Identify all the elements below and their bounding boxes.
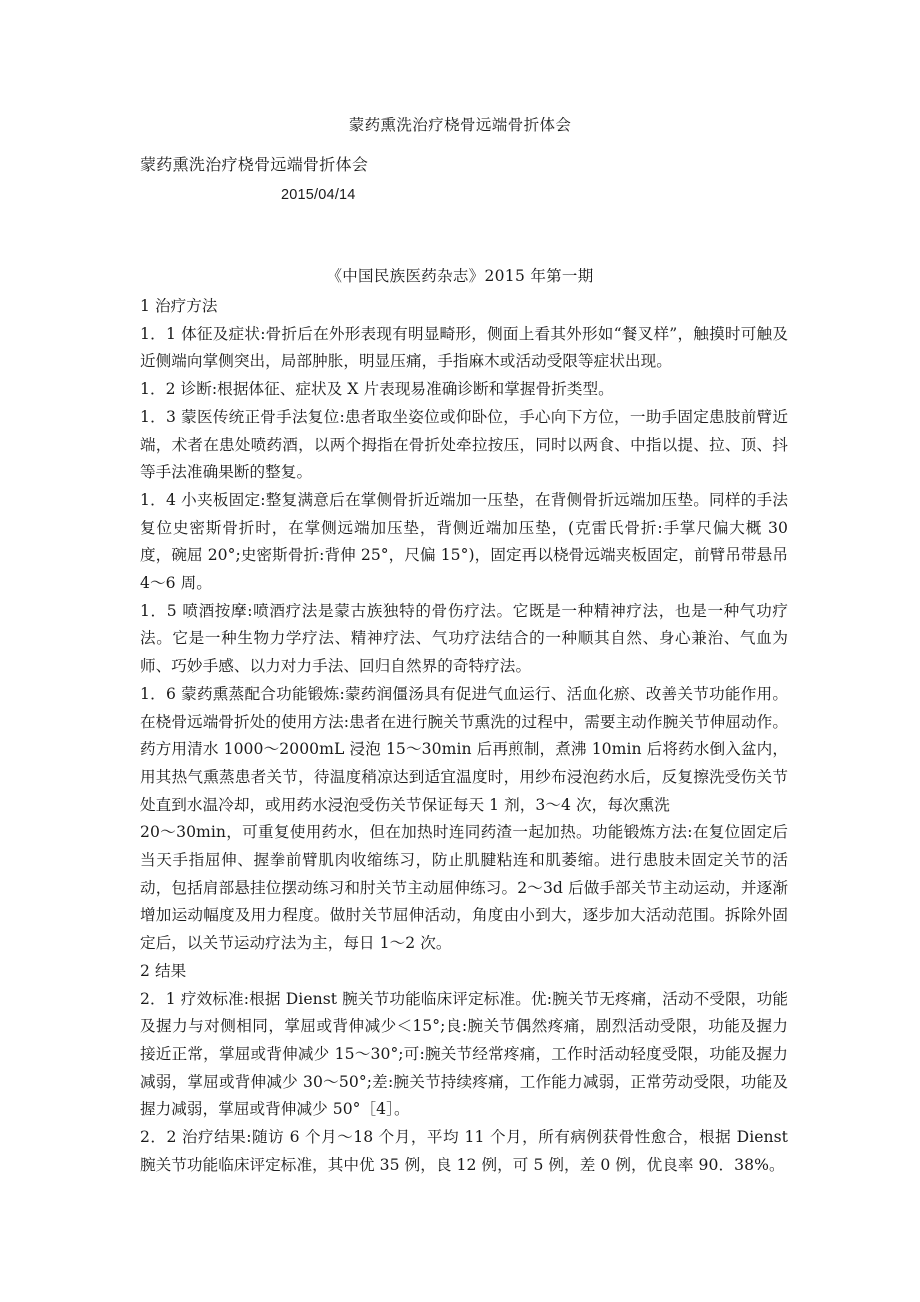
paragraph: 2．1 疗效标准:根据 Dienst 腕关节功能临床评定标准。优:腕关节无疼痛，活动不受限，功能及握力与对侧相同，掌屈或背伸减少＜15°;良:腕关节偶然疼痛，剧烈活动受限，功能及握力接近正常，掌屈或背伸减少 15～30°;可:腕关节经常疼痛，工作时活动轻度受限，功能及握力减弱，掌屈或背伸减少 30～50°;差:腕关节持续疼痛，工作能力减弱，正常劳动受限，功能及握力减弱，掌屈或背伸减少 50°［4］。	[140, 989, 788, 1119]
document-body	[140, 293, 788, 1180]
paragraph: 1．6 蒙药熏蒸配合功能锻炼:蒙药润僵汤具有促进气血运行、活血化瘀、改善关节功能作用。在桡骨远端骨折处的使用方法:患者在进行腕关节熏洗的过程中，需要主动作腕关节伸屈动作。药方用清水 1000～2000mL 浸泡 15～30min 后再煎制，煮沸 10min 后将药水倒入盆内，用其热气熏蒸患者关节，待温度稍凉达到适宜温度时，用纱布浸泡药水后，反复擦洗受伤关节处直到水温冷却，或用药水浸泡受伤关节保证每天 1 剂，3～4 次，每次熏洗	[140, 684, 788, 814]
page-title: 蒙药熏洗治疗桡骨远端骨折体会	[348, 116, 572, 134]
paragraph: 1．2 诊断:根据体征、症状及 X 片表现易准确诊断和掌握骨折类型。	[140, 380, 614, 399]
document-subtitle: 蒙药熏洗治疗桡骨远端骨折体会	[140, 155, 369, 174]
paragraph: 2．2 治疗结果:随访 6 个月～18 个月，平均 11 个月，所有病例获骨性愈合，根据 Dienst 腕关节功能临床评定标准，其中优 35 例，良 12 例，可 5 例，差 0 例，优良率 90．38%。	[140, 1128, 788, 1174]
paragraph: 1．3 蒙医传统正骨手法复位:患者取坐姿位或仰卧位，手心向下方位，一助手固定患肢前臂近端，术者在患处喷药酒，以两个拇指在骨折处牵拉按压，同时以两食、中指以提、拉、顶、抖等手法准确果断的整复。	[140, 407, 788, 482]
paragraph: 1．1 体征及症状:骨折后在外形表现有明显畸形，侧面上看其外形如“餐叉样”，触摸时可触及近侧端向掌侧突出，局部肿胀，明显压痛，手指麻木或活动受限等症状出现。	[140, 324, 788, 371]
paragraph: 1．4 小夹板固定:整复满意后在掌侧骨折近端加一压垫，在背侧骨折远端加压垫。同样的手法复位史密斯骨折时，在掌侧远端加压垫，背侧近端加压垫，(克雷氏骨折:手掌尺偏大概 30 度，碗屈 20°;史密斯骨折:背伸 25°，尺偏 15°)，固定再以桡骨远端夹板固定，前臂吊带悬吊 4～6 周。	[140, 490, 788, 593]
paragraph: 1．5 喷酒按摩:喷酒疗法是蒙古族独特的骨伤疗法。它既是一种精神疗法，也是一种气功疗法。它是一种生物力学疗法、精神疗法、气功疗法结合的一种顺其自然、身心兼治、气血为师、巧妙手感、以力对力手法、回归自然界的奇特疗法。	[140, 601, 788, 676]
document-date: 2015/04/14	[281, 187, 356, 203]
journal-citation: 《中国民族医药杂志》2015 年第一期	[326, 267, 594, 285]
section-heading: 2 结果	[140, 961, 187, 980]
paragraph: 20～30min，可重复使用药水，但在加热时连同药渣一起加热。功能锻炼方法:在复位固定后当天手指屈伸、握拳前臂肌肉收缩练习，防止肌腱粘连和肌萎缩。进行患肢未固定关节的活动，包括肩部悬挂位摆动练习和肘关节主动屈伸练习。2～3d 后做手部关节主动运动，并逐渐增加运动幅度及用力程度。做肘关节屈伸活动，角度由小到大，逐步加大活动范围。拆除外固定后，以关节运动疗法为主，每日 1～2 次。	[140, 823, 788, 953]
section-heading: 1 治疗方法	[140, 297, 218, 315]
